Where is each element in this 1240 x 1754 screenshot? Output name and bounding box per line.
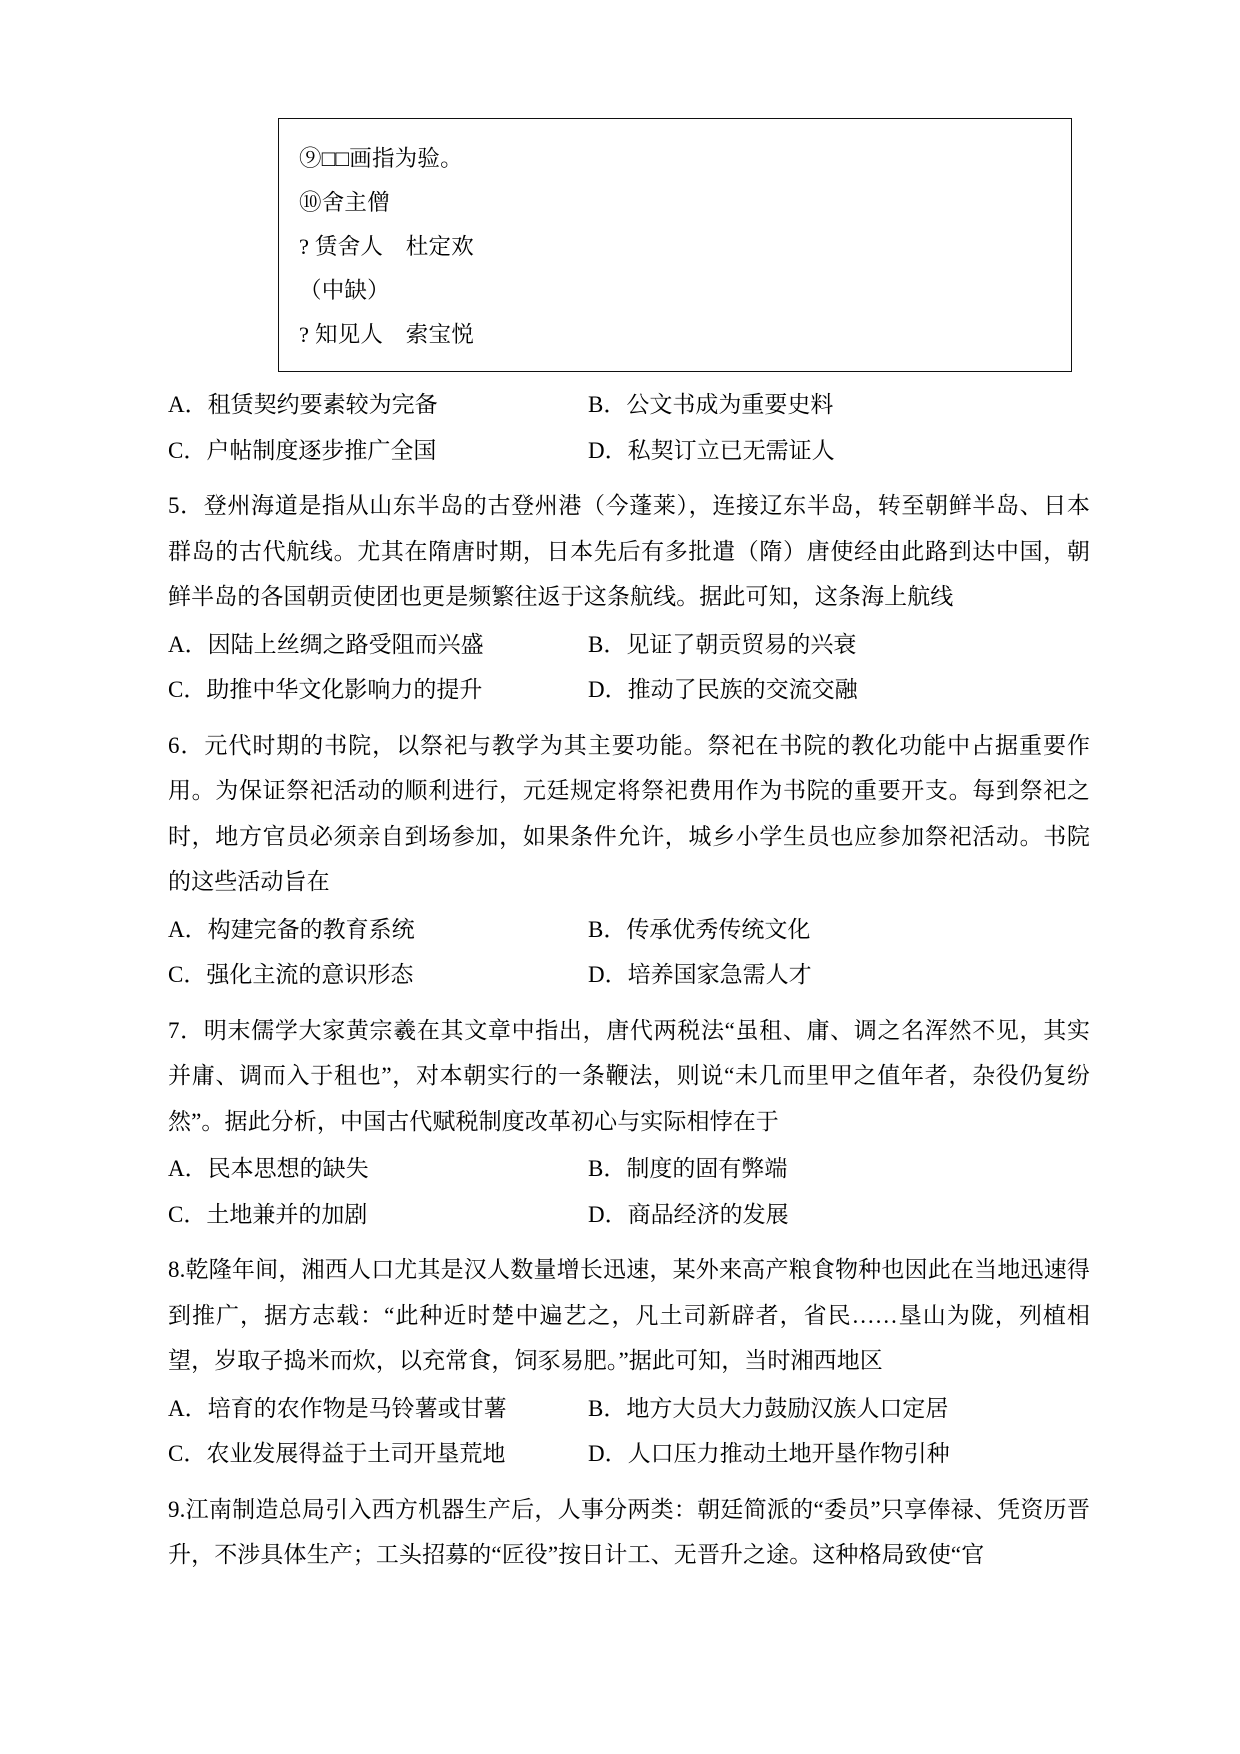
source-line-2: ⑩舍主僧 (299, 190, 390, 215)
option-row (168, 428, 1090, 474)
option-text: 地方大员大力鼓励汉族人口定居 (626, 1395, 949, 1421)
option-text: 公文书成为重要史料 (626, 392, 834, 417)
question-7-options (168, 1146, 1090, 1237)
option-a[interactable] (168, 1386, 588, 1432)
option-d[interactable] (588, 952, 1008, 998)
option-label: C． (168, 1441, 207, 1466)
option-text: 培养国家急需人才 (627, 962, 812, 987)
option-label: D． (588, 437, 628, 463)
question-8-options (168, 1386, 1090, 1477)
source-line-5: ? 知见人 索宝悦 (299, 322, 474, 347)
option-c[interactable] (168, 1192, 588, 1238)
question-6-options (168, 907, 1090, 998)
option-text: 商品经济的发展 (627, 1201, 789, 1227)
question-number: 5． (168, 493, 204, 518)
option-a[interactable] (168, 622, 588, 668)
question-9 (168, 1487, 1090, 1578)
option-label: C． (168, 1201, 207, 1227)
option-label: D． (588, 677, 628, 702)
question-number: 9. (168, 1496, 186, 1522)
option-d[interactable] (588, 667, 1008, 713)
option-label: A． (168, 1156, 208, 1181)
option-label: B． (588, 916, 627, 942)
option-label: A． (168, 1395, 208, 1421)
option-text: 民本思想的缺失 (207, 1156, 369, 1181)
question-6 (168, 723, 1090, 998)
option-text: 培育的农作物是马铃薯或甘薯 (207, 1395, 507, 1421)
option-label: D． (588, 1201, 628, 1227)
option-text: 户帖制度逐步推广全国 (206, 437, 437, 463)
question-4-options-block (168, 382, 1090, 473)
option-label: C． (168, 677, 207, 702)
question-number: 7． (168, 1017, 204, 1043)
option-row (168, 667, 1090, 713)
option-a[interactable] (168, 1146, 588, 1192)
option-a[interactable] (168, 907, 588, 953)
option-d[interactable] (588, 1192, 1008, 1238)
question-6-stem (168, 723, 1090, 905)
option-b[interactable] (588, 622, 1008, 668)
option-a[interactable] (168, 382, 588, 428)
option-b[interactable] (588, 382, 1008, 428)
question-text: 乾隆年间，湘西人口尤其是汉人数量增长迅速，某外来高产粮食物种也因此在当地迅速得到推广，据方志载：“此种近时楚中遍艺之，凡土司新辟者，省民……垦山为陇，列植相望，岁取子捣米而炊，以充常食，饲豕易肥。”据此可知，当时湘西地区 (168, 1257, 1090, 1373)
option-c[interactable] (168, 952, 588, 998)
question-text: 明末儒学大家黄宗羲在其文章中指出，唐代两税法“虽租、庸、调之名浑然不见，其实并庸、调而入于租也”，对本朝实行的一条鞭法，则说“未几而里甲之值年者，杂役仍复纷然”。据此分析，中国古代赋税制度改革初心与实际相悖在于 (168, 1017, 1090, 1134)
option-text: 租赁契约要素较为完备 (207, 392, 438, 417)
option-label: A． (168, 392, 208, 417)
option-text: 制度的固有弊端 (626, 1156, 788, 1181)
option-row (168, 382, 1090, 428)
option-label: C． (168, 962, 207, 987)
question-number: 6． (168, 732, 205, 758)
option-text: 助推中华文化影响力的提升 (206, 677, 483, 702)
question-number: 8. (168, 1257, 186, 1282)
question-9-stem (168, 1487, 1090, 1578)
option-text: 推动了民族的交流交融 (627, 677, 858, 702)
option-b[interactable] (588, 1386, 1008, 1432)
option-row (168, 907, 1090, 953)
option-row (168, 1431, 1090, 1477)
question-text: 登州海道是指从山东半岛的古登州港（今蓬莱），连接辽东半岛，转至朝鲜半岛、日本群岛的古代航线。尤其在隋唐时期，日本先后有多批遣（隋）唐使经由此路到达中国，朝鲜半岛的各国朝贡使团也更是频繁往返于这条航线。据此可知，这条海上航线 (168, 493, 1090, 609)
option-text: 传承优秀传统文化 (626, 916, 811, 942)
option-text: 强化主流的意识形态 (206, 962, 414, 987)
source-line-3: ? 赁舍人 杜定欢 (299, 234, 474, 259)
option-d[interactable] (588, 1431, 1008, 1477)
source-line-4: （中缺） (299, 278, 390, 303)
option-row (168, 1146, 1090, 1192)
option-label: D． (588, 962, 628, 987)
option-c[interactable] (168, 1431, 588, 1477)
option-row (168, 1386, 1090, 1432)
question-7-stem (168, 1008, 1090, 1145)
option-text: 人口压力推动土地开垦作物引种 (627, 1441, 950, 1466)
option-text: 农业发展得益于土司开垦荒地 (206, 1441, 506, 1466)
question-5 (168, 483, 1090, 713)
option-text: 见证了朝贡贸易的兴衰 (626, 631, 857, 657)
option-b[interactable] (588, 1146, 1008, 1192)
question-8-stem (168, 1247, 1090, 1384)
question-4-options (168, 382, 1090, 473)
question-text: 江南制造总局引入西方机器生产后，人事分两类：朝廷简派的“委员”只享俸禄、凭资历晋升，不涉具体生产；工头招募的“匠役”按日计工、无晋升之途。这种格局致使“官 (168, 1496, 1090, 1567)
option-label: B． (588, 1395, 627, 1421)
question-5-stem (168, 483, 1090, 620)
option-text: 因陆上丝绸之路受阻而兴盛 (207, 631, 484, 657)
question-7 (168, 1008, 1090, 1238)
option-c[interactable] (168, 428, 588, 474)
question-text: 元代时期的书院，以祭祀与教学为其主要功能。祭祀在书院的教化功能中占据重要作用。为保证祭祀活动的顺利进行，元廷规定将祭祀费用作为书院的重要开支。每到祭祀之时，地方官员必须亲自到场参加，如果条件允许，城乡小学生员也应参加祭祀活动。书院的这些活动旨在 (168, 732, 1090, 894)
option-c[interactable] (168, 667, 588, 713)
option-text: 构建完备的教育系统 (207, 916, 415, 942)
option-label: A． (168, 631, 208, 657)
option-row (168, 952, 1090, 998)
option-b[interactable] (588, 907, 1008, 953)
option-text: 私契订立已无需证人 (627, 437, 835, 463)
source-line-1: ⑨□□画指为验。 (299, 146, 463, 171)
question-5-options (168, 622, 1090, 713)
option-label: B． (588, 631, 627, 657)
option-label: D． (588, 1441, 628, 1466)
option-text: 土地兼并的加剧 (206, 1201, 368, 1227)
source-material-box (278, 118, 1072, 372)
option-label: A． (168, 916, 208, 942)
option-row (168, 622, 1090, 668)
option-d[interactable] (588, 428, 1008, 474)
option-row (168, 1192, 1090, 1238)
option-label: B． (588, 392, 627, 417)
question-8 (168, 1247, 1090, 1477)
option-label: B． (588, 1156, 627, 1181)
option-label: C． (168, 437, 207, 463)
